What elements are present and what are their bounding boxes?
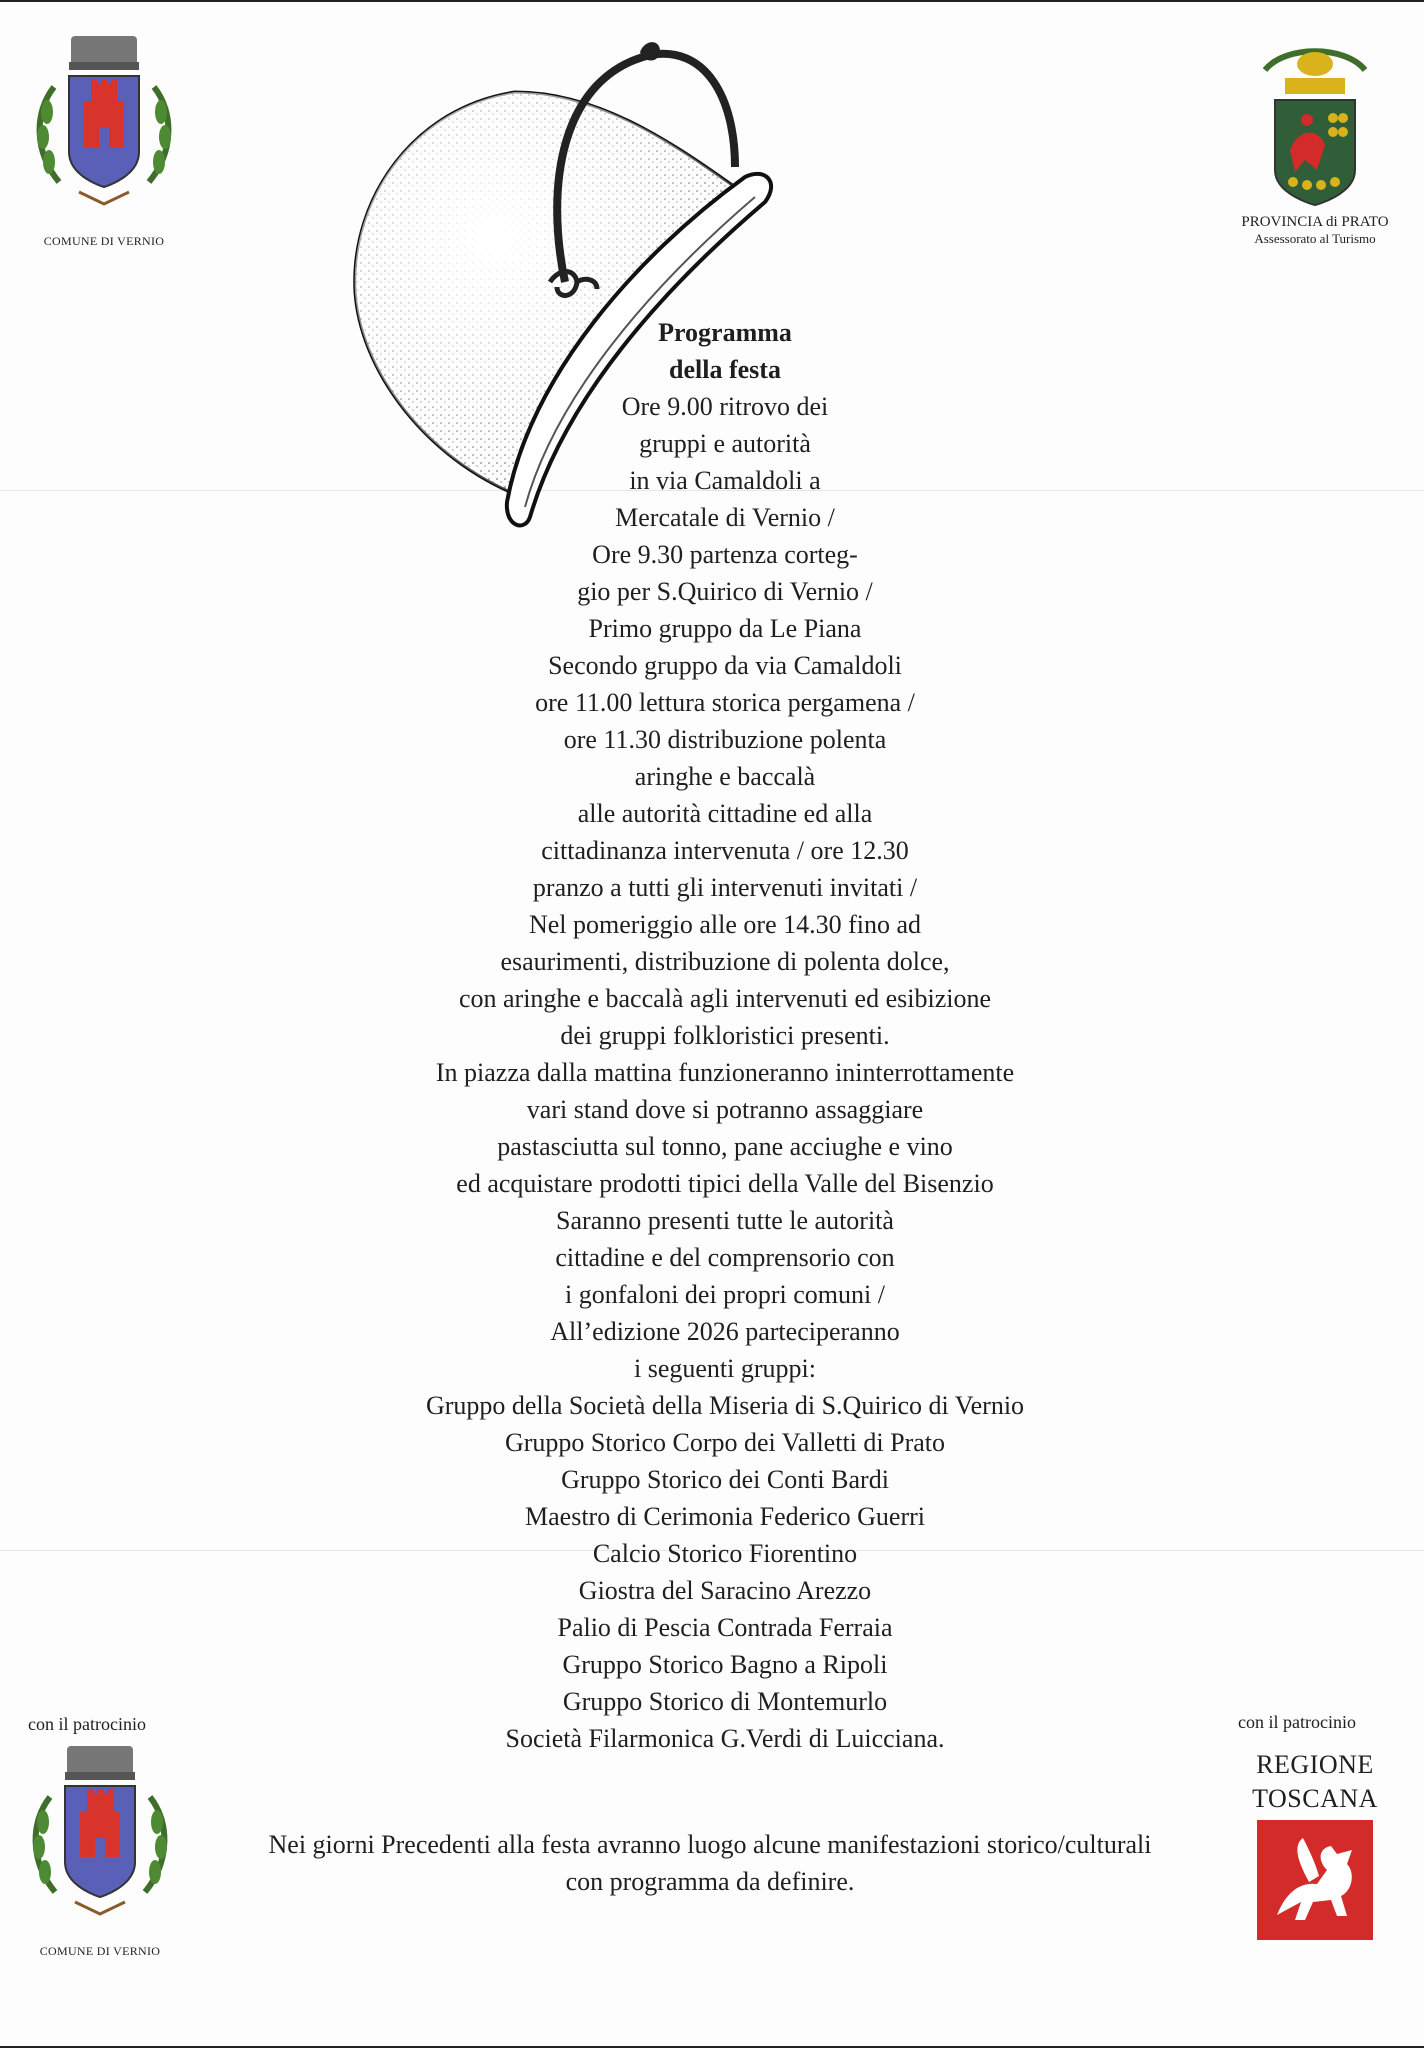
program-line: Calcio Storico Fiorentino [592,1539,858,1568]
regione-name-line2: TOSCANA [1252,1784,1378,1813]
program-line: Ore 9.00 ritrovo dei [621,392,829,421]
program-line: gio per S.Quirico di Vernio / [577,577,873,606]
horseman-crest-icon [1255,40,1375,210]
program-line: vari stand dove si potranno assaggiare [526,1095,924,1124]
program-line: dei gruppi folkloristici presenti. [560,1021,890,1050]
program-line: cittadinanza intervenuta / ore 12.30 [541,836,909,865]
program-line: In piazza dalla mattina funzioneranno ininterrottamente [435,1058,1015,1087]
program-line: ore 11.30 distribuzione polenta [563,725,887,754]
program-line: pastasciutta sul tonno, pane acciughe e vino [497,1132,953,1161]
vernio-caption-bottom: COMUNE DI VERNIO [39,1944,161,1958]
program-line: i gonfaloni dei propri comuni / [565,1280,885,1309]
patronage-label-right: con il patrocinio [1238,1712,1356,1732]
program-line: Gruppo Storico Bagno a Ripoli [562,1650,888,1679]
footer-line: con programma da definire. [565,1867,855,1896]
program-line: aringhe e baccalà [634,762,816,791]
prato-title: PROVINCIA di PRATO [1241,214,1389,230]
program-text [330,314,1120,1757]
castle-crest-icon [29,32,179,232]
castle-crest-icon [25,1742,175,1942]
program-line: cittadine e del comprensorio con [555,1243,895,1272]
program-line: gruppi e autorità [639,429,811,458]
program-line: Maestro di Cerimonia Federico Guerri [525,1502,925,1531]
vernio-caption-top: COMUNE DI VERNIO [43,234,165,248]
footer-note [180,1826,1240,1900]
footer-line: Nei giorni Precedenti alla festa avranno luogo alcune manifestazioni storico/culturali [268,1830,1152,1859]
program-line: pranzo a tutti gli intervenuti invitati / [532,873,918,902]
program-line: Società Filarmonica G.Verdi di Luicciana. [505,1724,945,1753]
patronage-label-left: con il patrocinio [28,1714,146,1734]
program-line: esaurimenti, distribuzione di polenta dolce, [500,947,950,976]
program-line: Secondo gruppo da via Camaldoli [548,651,902,680]
program-line: i seguenti gruppi: [634,1354,816,1383]
program-line: Gruppo Storico Corpo dei Valletti di Prato [504,1428,946,1457]
program-line: Gruppo Storico di Montemurlo [562,1687,888,1716]
program-line: Nel pomeriggio alle ore 14.30 fino ad [528,910,922,939]
prato-subtitle: Assessorato al Turismo [1254,231,1376,246]
program-line: Mercatale di Vernio / [615,503,835,532]
regione-name-line1: REGIONE [1256,1750,1374,1779]
program-line: Primo gruppo da Le Piana [588,614,862,643]
pegasus-icon [1257,1820,1373,1940]
program-line: Gruppo Storico dei Conti Bardi [561,1465,889,1494]
program-line: Palio di Pescia Contrada Ferraia [557,1613,893,1642]
program-line: Giostra del Saracino Arezzo [578,1576,872,1605]
program-line: in via Camaldoli a [629,466,821,495]
vernio-crest-top [28,32,180,249]
program-line: Ore 9.30 partenza corteg- [592,540,858,569]
program-line: ed acquistare prodotti tipici della Valle del Bisenzio [456,1169,994,1198]
program-title-line: della festa [669,355,781,384]
program-line: con aringhe e baccalà agli intervenuti ed esibizione [458,984,992,1013]
program-line: alle autorità cittadine ed alla [577,799,873,828]
program-line: Gruppo della Società della Miseria di S.Quirico di Vernio [425,1391,1025,1420]
program-line: All’edizione 2026 parteciperanno [550,1317,900,1346]
prato-crest [1220,40,1410,247]
program-line: Saranno presenti tutte le autorità [556,1206,894,1235]
vernio-crest-bottom [24,1742,176,1959]
regione-toscana-logo [1230,1752,1400,1940]
program-title-line: Programma [658,318,792,347]
program-line: ore 11.00 lettura storica pergamena / [535,688,915,717]
